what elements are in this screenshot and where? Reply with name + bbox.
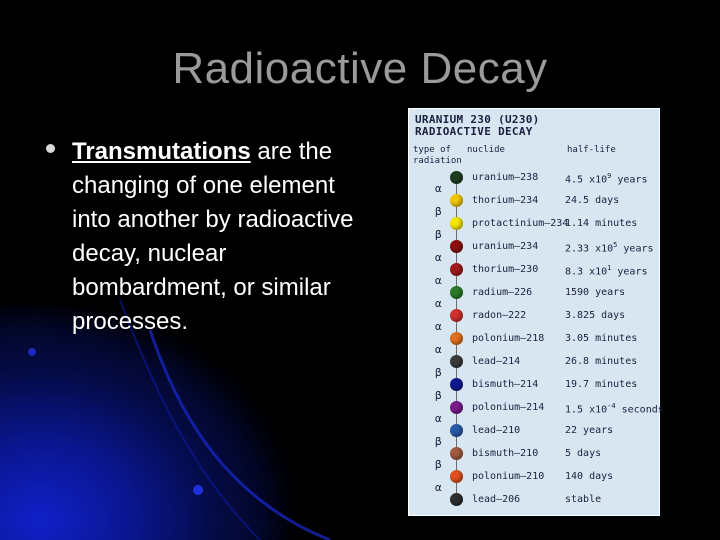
nuclide-row [409,470,661,484]
half-life-value: 8.3 $x10^1$ years [565,264,648,278]
nuclide-name: lead—206 [472,494,521,505]
half-life-value: 1590 years [565,287,626,298]
nuclide-ball-icon [450,194,463,207]
decay-type-label: β [435,458,442,471]
decay-type-label: β [435,389,442,402]
column-header-type: type of radiation [413,145,462,166]
nuclide-name: polonium—214 [472,402,545,413]
nuclide-row [409,378,661,392]
nuclide-ball-icon [450,355,463,368]
half-life-value: 26.8 minutes [565,356,638,367]
decay-type-label: α [435,412,442,425]
nuclide-name: lead—214 [472,356,521,367]
decay-type-label: β [435,228,442,241]
decay-type-label: β [435,366,442,379]
nuclide-row [409,401,664,416]
nuclide-name: bismuth—214 [472,379,539,390]
decay-chain-figure [408,108,664,516]
column-header-nuclide: nuclide [467,145,505,155]
nuclide-row [409,309,661,323]
decay-type-label: α [435,274,442,287]
nuclide-ball-icon [450,378,463,391]
figure-subtitle: RADIOACTIVE DECAY [415,125,533,138]
slide-title: Radioactive Decay [172,44,548,93]
half-life-value: 19.7 minutes [565,379,638,390]
nuclide-ball-icon [450,401,463,414]
half-life-value: 24.5 days [565,195,620,206]
figure-title: URANIUM 230 (U230) [415,113,540,126]
nuclide-row [409,217,661,231]
nuclide-name: polonium—210 [472,471,545,482]
nuclide-ball-icon [450,493,463,506]
nuclide-row [409,263,661,277]
nuclide-name: thorium—230 [472,264,539,275]
half-life-value: 4.5 $x10^9$ years [565,172,648,186]
nuclide-ball-icon [450,263,463,276]
nuclide-name: uranium—234 [472,241,539,252]
half-life-value: 140 days [565,471,614,482]
nuclide-row [409,286,661,300]
bullet-term: Transmutations [72,138,251,165]
decay-type-label: α [435,343,442,356]
nuclide-name: thorium—234 [472,195,539,206]
nuclide-row [409,194,661,208]
nuclide-ball-icon [450,240,463,253]
decay-type-label: β [435,205,442,218]
nuclide-ball-icon [450,332,463,345]
nuclide-row [409,447,661,461]
nuclide-ball-icon [450,470,463,483]
bullet-item [40,135,360,339]
nuclide-name: uranium—238 [472,172,539,183]
decay-type-label: α [435,320,442,333]
half-life-value: stable [565,494,602,505]
nuclide-row [409,332,661,346]
nuclide-name: radon—222 [472,310,527,321]
nuclide-row [409,355,661,369]
nuclide-row [409,240,661,254]
nuclide-ball-icon [450,171,463,184]
half-life-value: 3.05 minutes [565,333,638,344]
nuclide-row [409,493,661,507]
half-life-value: 22 years [565,425,614,436]
decay-type-label: α [435,481,442,494]
column-header-half-life: half-life [567,145,616,155]
nuclide-name: protactinium—234 [472,218,569,229]
nuclide-ball-icon [450,217,463,230]
half-life-value: 3.825 days [565,310,626,321]
nuclide-ball-icon [450,447,463,460]
half-life-value: 1.14 minutes [565,218,638,229]
decay-type-label: α [435,182,442,195]
nuclide-ball-icon [450,309,463,322]
nuclide-ball-icon [450,424,463,437]
half-life-value: 2.33 $x10^5$ years [565,241,654,255]
decay-type-label: α [435,251,442,264]
nuclide-ball-icon [450,286,463,299]
nuclide-name: bismuth—210 [472,448,539,459]
nuclide-row [409,424,661,438]
decay-type-label: β [435,435,442,448]
bullet-dot-icon [46,144,55,153]
bullet-definition: are the changing of one element into another by radioactive decay, nuclear bombardment, or similar processes. [72,138,354,335]
half-life-value: 1.5 $x10^{-4}$ seconds [565,402,664,416]
nuclide-name: radium—226 [472,287,533,298]
bullet-text [72,135,360,339]
nuclide-name: lead—210 [472,425,521,436]
half-life-value: 5 days [565,448,602,459]
nuclide-name: polonium—218 [472,333,545,344]
nuclide-row [409,171,661,185]
decay-type-label: α [435,297,442,310]
